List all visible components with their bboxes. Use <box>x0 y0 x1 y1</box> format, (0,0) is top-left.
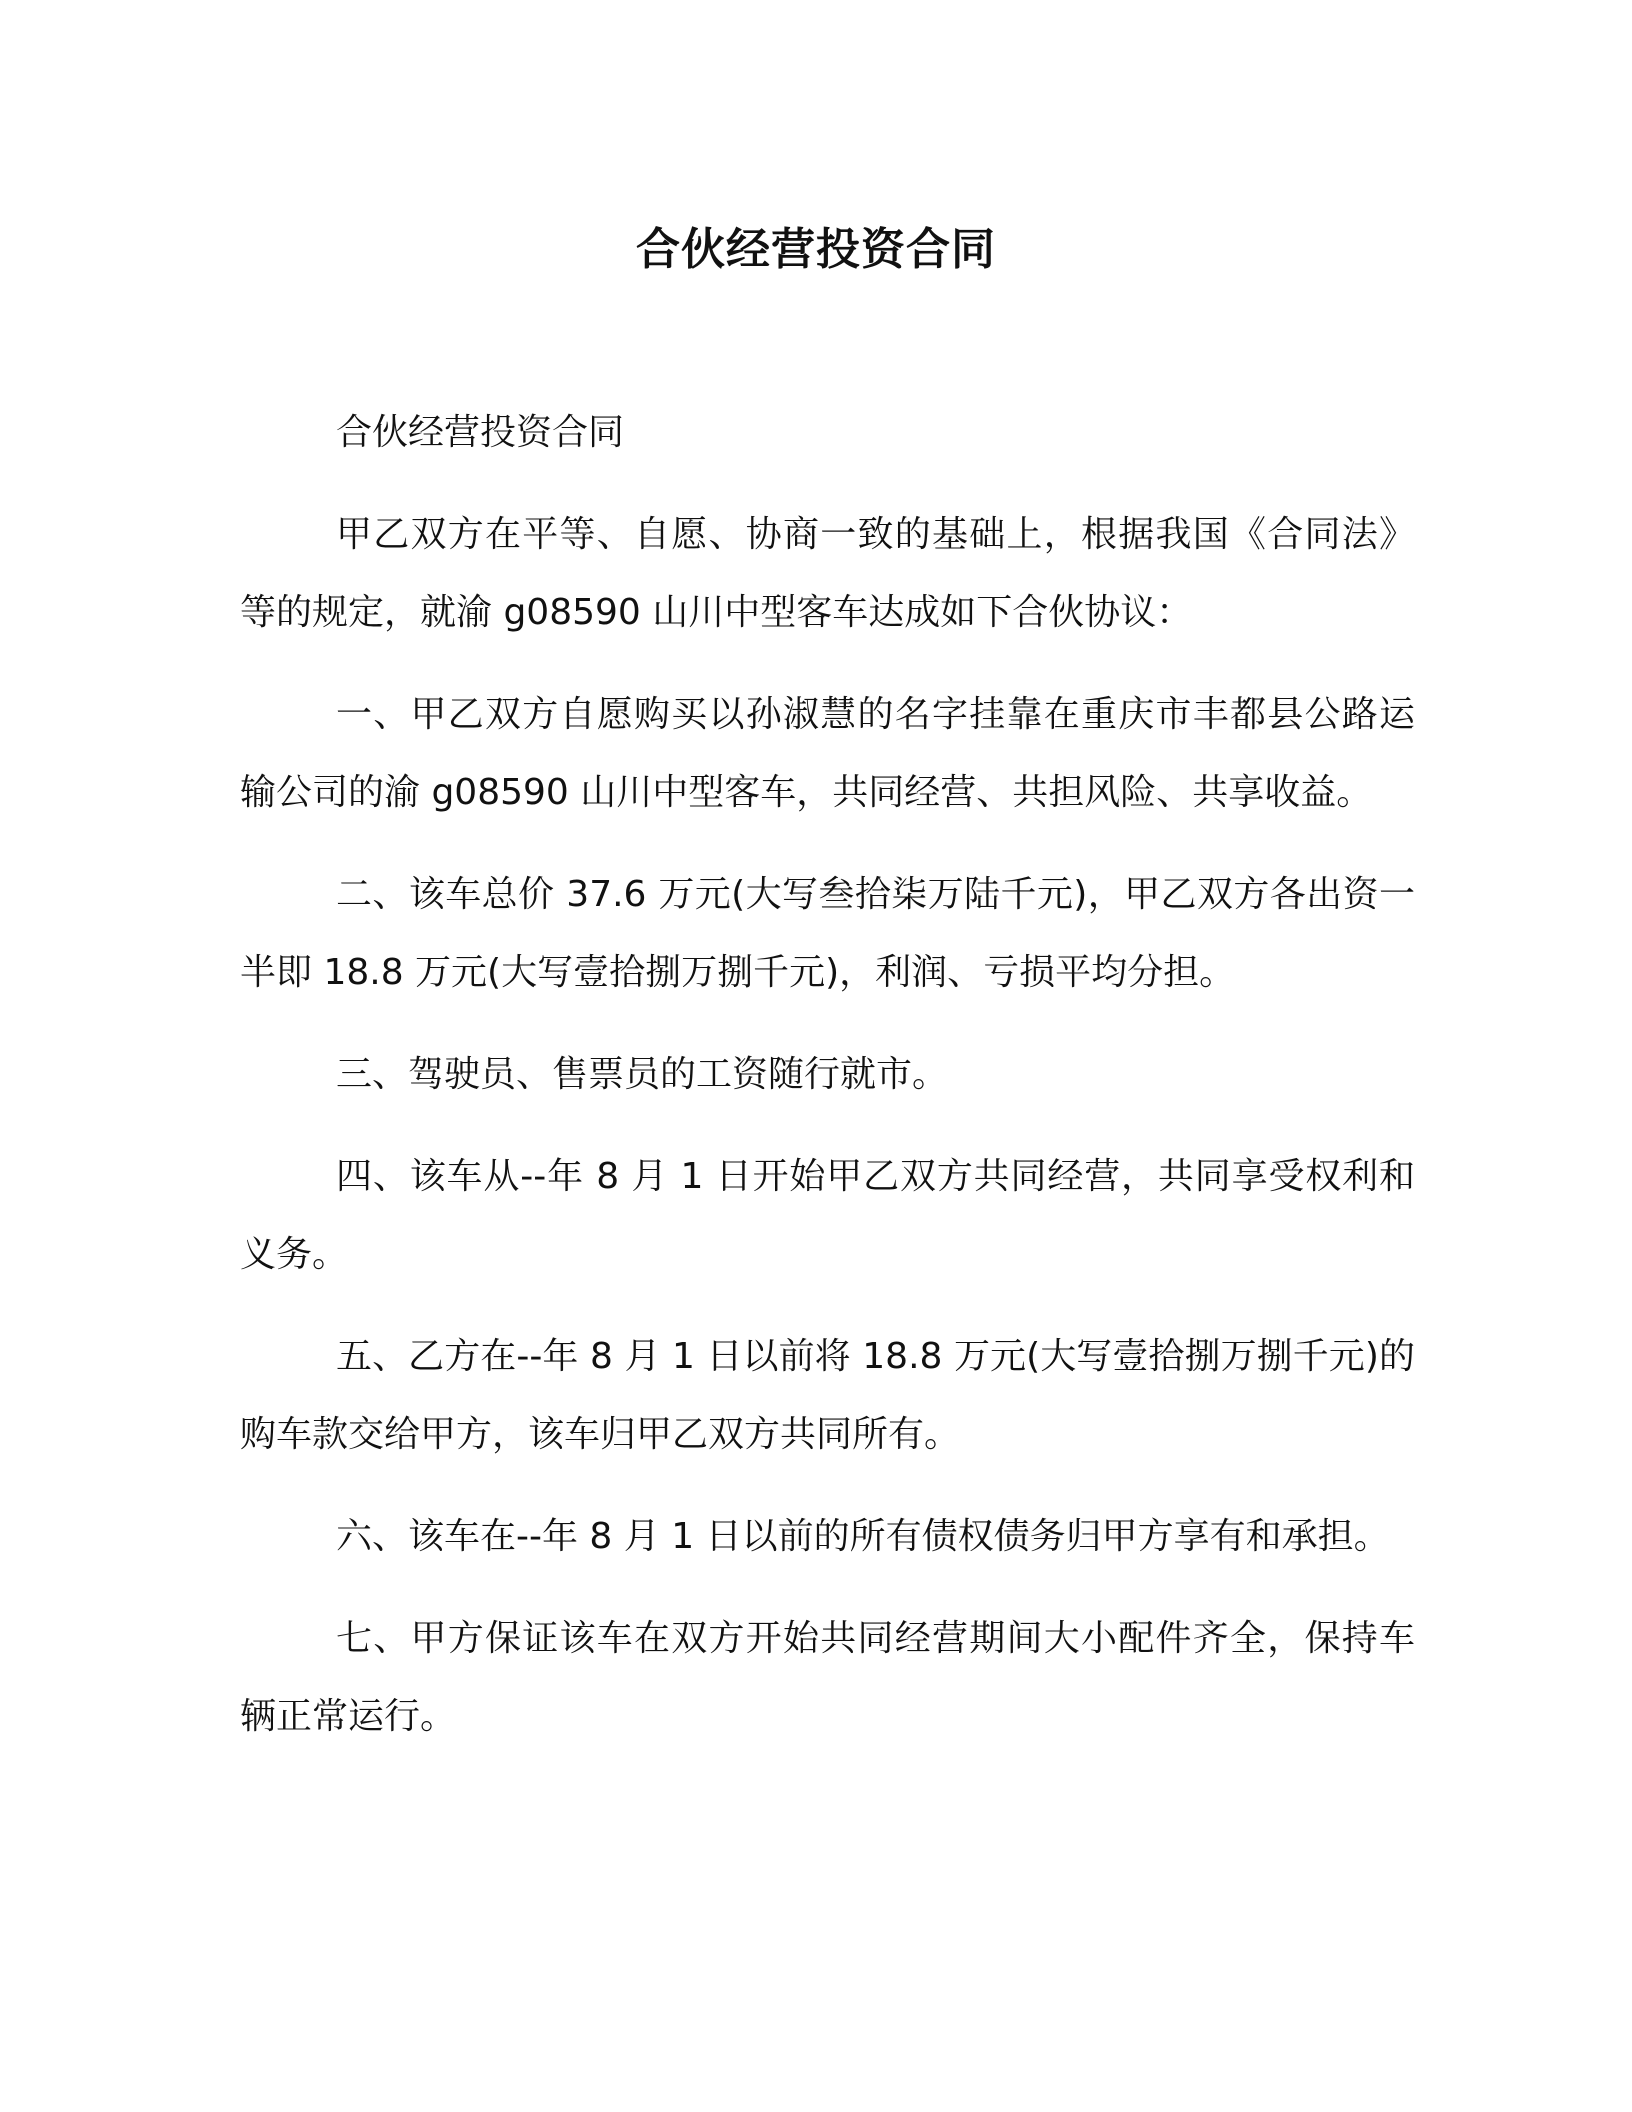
paragraph-clause-5: 五、乙方在--年 8 月 1 日以前将 18.8 万元(大写壹拾捌万捌千元)的购车款交给甲方，该车归甲乙双方共同所有。 <box>240 1336 1415 1455</box>
paragraph-clause-2: 二、该车总价 37.6 万元(大写叁拾柒万陆千元)，甲乙双方各出资一半即 18.8 万元(大写壹拾捌万捌千元)，利润、亏损平均分担。 <box>240 874 1415 993</box>
paragraph-clause-4: 四、该车从--年 8 月 1 日开始甲乙双方共同经营，共同享受权利和义务。 <box>240 1156 1415 1275</box>
paragraph-clause-3: 三、驾驶员、售票员的工资随行就市。 <box>336 1054 949 1095</box>
document-title: 合伙经营投资合同 <box>636 224 996 275</box>
paragraph-clause-7: 七、甲方保证该车在双方开始共同经营期间大小配件齐全，保持车辆正常运行。 <box>240 1618 1415 1737</box>
paragraph-clause-1: 一、甲乙双方自愿购买以孙淑慧的名字挂靠在重庆市丰都县公路运输公司的渝 g08590 山川中型客车，共同经营、共担风险、共享收益。 <box>240 694 1415 813</box>
paragraph-preamble: 甲乙双方在平等、自愿、协商一致的基础上，根据我国《合同法》等的规定，就渝 g08590 山川中型客车达成如下合伙协议： <box>240 514 1415 633</box>
paragraph-subtitle: 合伙经营投资合同 <box>336 412 625 453</box>
document-body <box>240 394 1415 1780</box>
paragraph-clause-6: 六、该车在--年 8 月 1 日以前的所有债权债务归甲方享有和承担。 <box>336 1516 1390 1557</box>
